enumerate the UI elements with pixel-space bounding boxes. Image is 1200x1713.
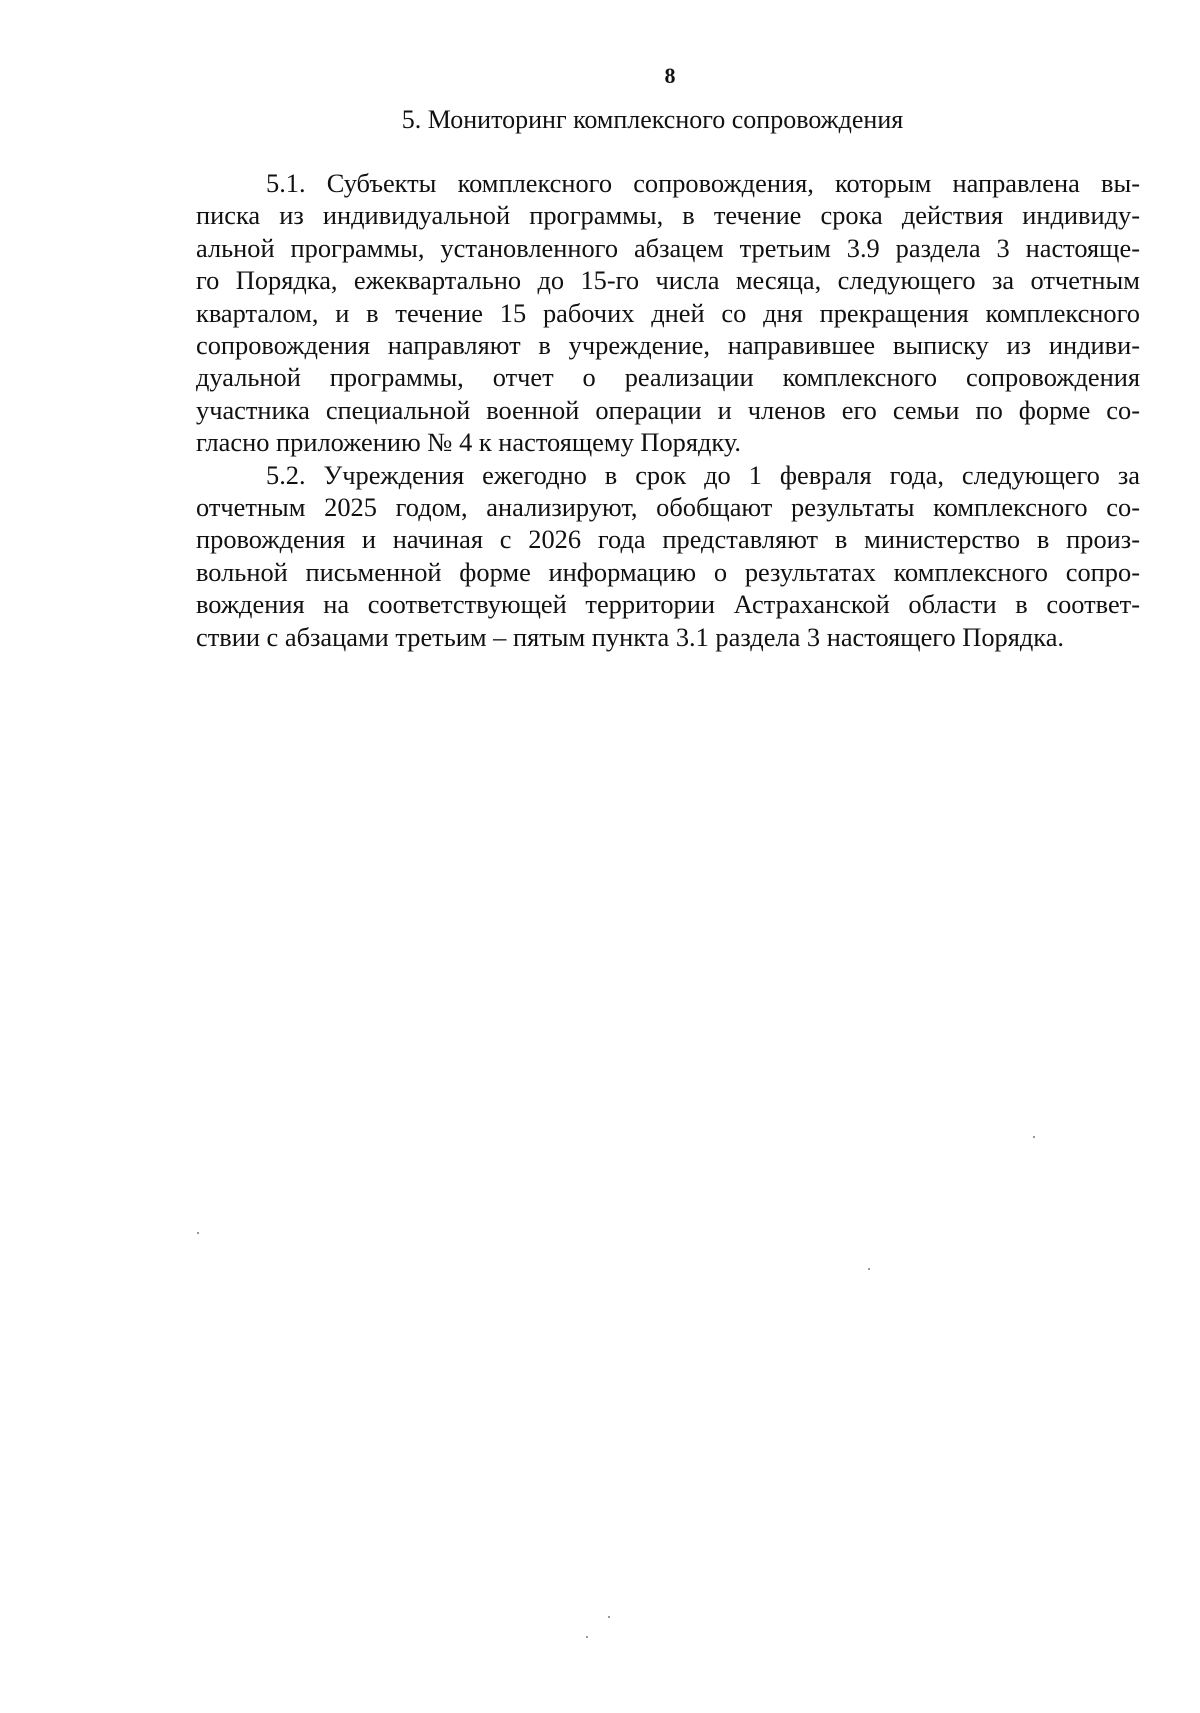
scan-speck: [608, 1616, 610, 1618]
text-line: провождения и начиная с 2026 года представляют в министерство в произ-: [196, 524, 1140, 555]
text-line: дуальной программы, отчет о реализации комплексного сопровождения: [196, 362, 1140, 393]
document-body: [196, 167, 1140, 653]
text-line: отчетным 2025 годом, анализируют, обобщают результаты комплексного со-: [196, 492, 1140, 523]
page-number: 8: [664, 63, 676, 88]
text-line: вождения на соответствующей территории Астраханской области в соответ-: [196, 589, 1140, 620]
text-line: гласно приложению № 4 к настоящему Порядку.: [196, 427, 742, 458]
text-line: участника специальной военной операции и членов его семьи по форме со-: [196, 394, 1140, 425]
scan-speck: [868, 1268, 870, 1270]
paragraph-5-2: [196, 459, 1140, 653]
scan-speck: [586, 1636, 588, 1638]
text-line: кварталом, и в течение 15 рабочих дней со дня прекращения комплексного: [196, 297, 1140, 328]
text-line: альной программы, установленного абзацем третьим 3.9 раздела 3 настояще-: [196, 232, 1140, 263]
text-line: вольной письменной форме информацию о результатах комплексного сопро-: [196, 556, 1140, 587]
text-line: писка из индивидуальной программы, в течение срока действия индивиду-: [196, 200, 1140, 231]
text-line: сопровождения направляют в учреждение, направившее выписку из индиви-: [196, 330, 1140, 361]
text-line: 5.2. Учреждения ежегодно в срок до 1 февраля года, следующего за: [266, 459, 1140, 490]
scan-speck: [197, 1232, 199, 1234]
section-title: 5. Мониторинг комплексного сопровождения: [401, 105, 904, 134]
text-line: ствии с абзацами третьим – пятым пункта 3.1 раздела 3 настоящего Порядка.: [196, 621, 1065, 652]
text-line: го Порядка, ежеквартально до 15-го числа месяца, следующего за отчетным: [196, 265, 1140, 296]
paragraph-5-1: [196, 167, 1140, 459]
text-line: 5.1. Субъекты комплексного сопровождения, которым направлена вы-: [266, 168, 1140, 198]
scan-speck: [1033, 1136, 1035, 1138]
